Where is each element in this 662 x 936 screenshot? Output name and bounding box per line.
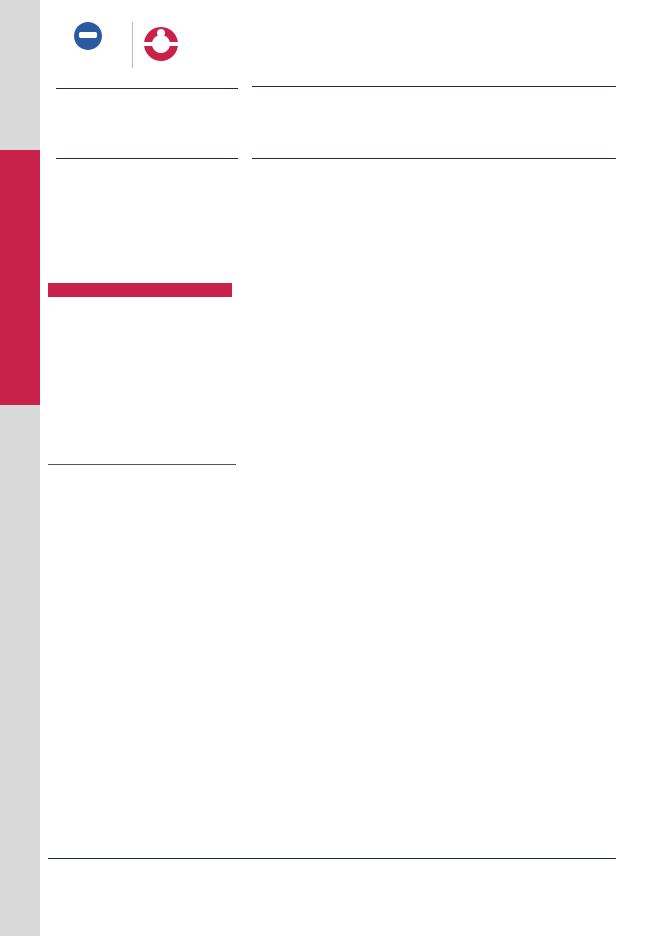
logo-divider [132, 22, 133, 68]
goldstate-emblem-icon [140, 24, 182, 64]
footer-rule [48, 858, 616, 859]
side-tab [0, 150, 40, 405]
chart-section-title [48, 283, 232, 297]
airport-emblem-icon [74, 22, 102, 50]
side-strip [0, 0, 40, 936]
holding-logo [48, 20, 126, 76]
rule-right-top [252, 86, 616, 87]
rule-left-bottom [56, 158, 238, 159]
rule-left-top [56, 88, 238, 89]
email-rule [48, 464, 236, 465]
index-performance-chart [48, 297, 234, 389]
rule-right-bottom [252, 158, 616, 159]
